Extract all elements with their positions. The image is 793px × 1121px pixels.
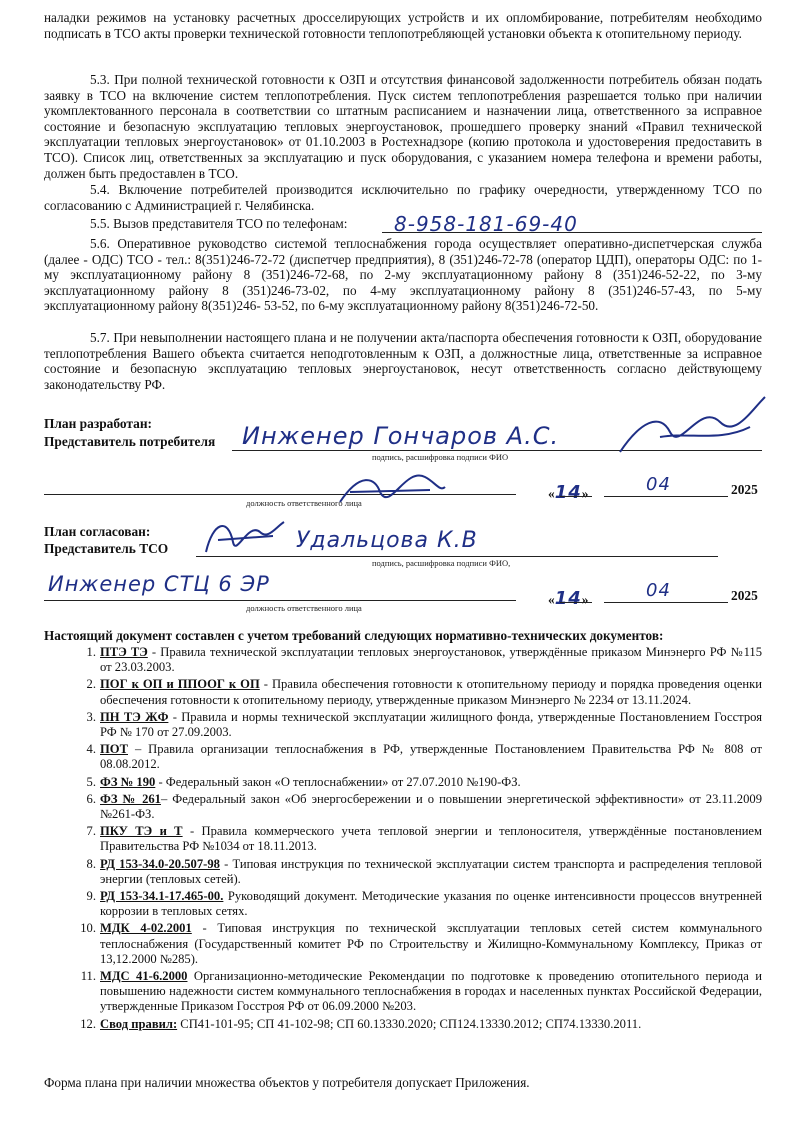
norm-abbr: ПОТ [100,742,128,757]
norm-number: 8. [86,856,96,871]
consumer-position-caption: должность ответственного лица [246,498,362,508]
norm-item [86,791,762,822]
norm-number: 9. [86,889,96,904]
norm-number: 12. [80,1016,96,1031]
norm-number: 5. [86,774,96,789]
norm-text: - Типовая инструкция по технической эксплуатации систем транспорта и распределения тепловой энергии (тепловых сетей). [100,856,762,886]
norm-number: 3. [86,709,96,724]
agreed-day-line [560,602,592,603]
norm-abbr: ФЗ № 190 [100,774,156,789]
agreed-quote-open: « [548,592,555,607]
norm-number: 4. [86,742,96,757]
consumer-signature [600,392,770,472]
norm-item [86,742,762,772]
developed-date [548,482,588,503]
tso-rep-label: Представитель ТСО [44,541,169,556]
norm-abbr: ПТЭ ТЭ [100,645,148,659]
norm-text: – Федеральный закон «Об энергосбережении и о повышении энергетической эффективности» от 23.11.2009 №261-ФЗ. [100,791,762,822]
norm-abbr: Свод правил: [100,1016,178,1031]
norm-abbr: ПН ТЭ ЖФ [100,709,169,724]
agreed-date [548,588,588,609]
norm-text: - Правила обеспечения готовности к отопительному периоду и порядка проведения оценки обеспечения готовности к отопительному периоду, утвержденные приказом Минэнерго № 2234 от 13.11.2024. [100,677,762,707]
agreed-quote-close: » [581,592,589,607]
plan-developed-header: План разработан: [44,416,153,431]
norm-item [80,1016,762,1032]
intro-paragraph: наладки режимов на установку расчетных дросселирующих устройств и их опломбирование, потребителям необходимо подписать в ТСО акты проверки технической готовности теплопотребляющей установки объекта к отопительному периоду. [44,10,762,41]
paragraph-5-7: 5.7. При невыполнении настоящего плана и не получении акта/паспорта обеспечения готовности к ОЗП, оборудование теплопотребления Вашего объекта считается неподготовленным к ОЗП, а должностные лица, ответственные за исправное состояние и безопасную эксплуатацию тепловых энергоустановок, несут ответственность согласно действующему законодательству РФ. [44,330,762,392]
norm-abbr: МДС 41-6.2000 [100,969,188,984]
norm-text: – Правила организации теплоснабжения в РФ, утвержденные Постановлением Правительства РФ № 808 от 08.08.2012. [100,742,762,772]
norm-text: - Правила технической эксплуатации тепловых энергоустановок, утверждённые приказом Минэнерго РФ №115 от 23.03.2003. [100,645,762,675]
consumer-rep-label: Представитель потребителя [44,434,216,449]
norm-abbr: ПОГ к ОП и ППООГ к ОП [100,677,260,692]
norm-abbr: ФЗ № 261 [100,791,161,806]
norm-item [86,889,763,919]
tso-position-line [44,600,516,601]
consumer-handwritten-name: Инженер Гончаров А.С. [242,422,560,450]
norms-header: Настоящий документ составлен с учетом требований следующих нормативно-технических документов: [44,628,664,643]
norm-text: - Типовая инструкция по технической эксплуатации тепловых сетей систем коммунального теплоснабжения (Государственный комитет РФ по Строительству и Жилищно-Коммунальному Комплексу, Приказ от 13,12.2000 №285). [100,921,762,966]
norm-abbr: ПКУ ТЭ и Т [100,824,183,839]
norm-text: - Правила и нормы технической эксплуатации жилищного фонда, утвержденные Постановлением Госстроя РФ № 170 от 27.09.2003. [100,709,762,740]
norm-item [86,824,762,854]
consumer-sign-caption: подпись, расшифровка подписи ФИО [372,452,509,462]
tso-handwritten-name: Удальцова К.В [296,528,478,553]
agreed-month: 04 [646,580,671,601]
agreed-day: 14 [554,588,582,609]
norm-number: 10. [80,921,96,936]
tso-sign-caption: подпись, расшифровка подписи ФИО, [372,558,511,568]
norm-item [80,921,762,967]
norm-number: 6. [86,791,96,806]
norm-item [86,774,762,790]
norm-text: СП41-101-95; СП 41-102-98; СП 60.13330.2020; СП124.13330.2012; СП74.13330.2011. [177,1016,642,1031]
developed-month-line [604,496,728,497]
developed-day: 14 [554,482,582,503]
tso-signature [198,512,288,562]
phone-handwritten: 8-958-181-69-40 [394,212,578,236]
norm-number: 2. [86,677,96,692]
norm-text: Руководящий документ. Методические указания по оценке интенсивности процессов внутренней коррозии в тепловых сетях. [100,889,763,919]
norm-item [86,645,762,675]
phone-label: 5.5. Вызов представителя ТСО по телефонам: [90,216,348,231]
norm-text: Организационно-методические Рекомендации по подготовке к проведению отопительного периода и повышению надежности систем коммунального теплоснабжения в городах и населенных пунктах Российской Федерации, утвержденные Приказом Госстроя РФ от 06.09.2000 №203. [100,969,762,1014]
norm-item [86,856,762,887]
developed-month: 04 [646,474,671,495]
developed-quote-open: « [548,486,555,501]
plan-agreed-header: План согласован: [44,524,151,539]
consumer-position-signature [330,462,450,522]
norm-item [86,677,762,707]
norm-number: 11. [80,969,96,984]
norms-list [80,645,763,1034]
footer-note: Форма плана при наличии множества объектов у потребителя допускает Приложения. [44,1075,530,1090]
developed-day-line [560,496,592,497]
norm-number: 1. [86,645,96,659]
norm-abbr: РД 153-34.0-20.507-98 [100,856,220,871]
norm-number: 7. [86,824,96,839]
tso-handwritten-position: Инженер СТЦ 6 ЭР [48,572,270,596]
norm-text: - Федеральный закон «О теплоснабжении» от 27.07.2010 №190-ФЗ. [155,774,521,789]
paragraph-5-6: 5.6. Оперативное руководство системой теплоснабжения города осуществляет оперативно-диспетчерская служба (далее - ОДС) ТСО - тел.: 8(351)246-72-72 (диспетчер предприятия), 8 (351)246-72-78 (оператор ЦДП), операторы ОДС: по 1-му эксплуатационному району 8 (351)246-72-68, по 2-му эксплуатационному району 8 (351)246-52-22, по 3-му эксплуатационному району 8 (351)246-73-02, по 4-му эксплуатационному району 8 (351)246-57-43, по 5-му эксплуатационному району 8(351)246- 53-52, по 6-му эксплуатационному району 8(351)246-72-50. [44,236,762,314]
agreed-year: 2025 [731,588,758,603]
developed-year: 2025 [731,482,758,497]
paragraph-5-3: 5.3. При полной технической готовности к ОЗП и отсутствия финансовой задолженности потребитель обязан подать заявку в ТСО на включение систем теплопотребления. Пуск систем теплопотребления разрешается только при наличии укомплектованного персонала в соответствии со штатным расписанием и назначении лица, ответственного за исправное состояние и безопасную эксплуатацию тепловых энергоустановок, прошедшего проверку знаний «Правил технической эксплуатации тепловых энергоустановок» от 01.10.2003 в Ростехнадзоре (копию протокола и удостоверения предоставить в ТСО). Список лиц, ответственных за эксплуатацию и пуск оборудования, с указанием номера телефона и времени работы, должен быть предоставлен в ТСО. [44,72,762,181]
norm-abbr: РД 153-34.1-17.465-00. [100,889,224,904]
developed-quote-close: » [581,486,589,501]
tso-position-caption: должность ответственного лица [246,603,362,613]
agreed-month-line [604,602,728,603]
norm-item [86,709,762,740]
norm-item [80,969,762,1015]
paragraph-5-4: 5.4. Включение потребителей производится исключительно по графику очередности, утвержденному ТСО по согласованию с Администрацией г. Челябинска. [44,182,762,213]
norm-text: - Правила коммерческого учета тепловой энергии и теплоносителя, утверждённые постановлением Правительства РФ №1034 от 18.11.2013. [100,824,762,854]
norm-abbr: МДК 4-02.2001 [100,921,192,936]
